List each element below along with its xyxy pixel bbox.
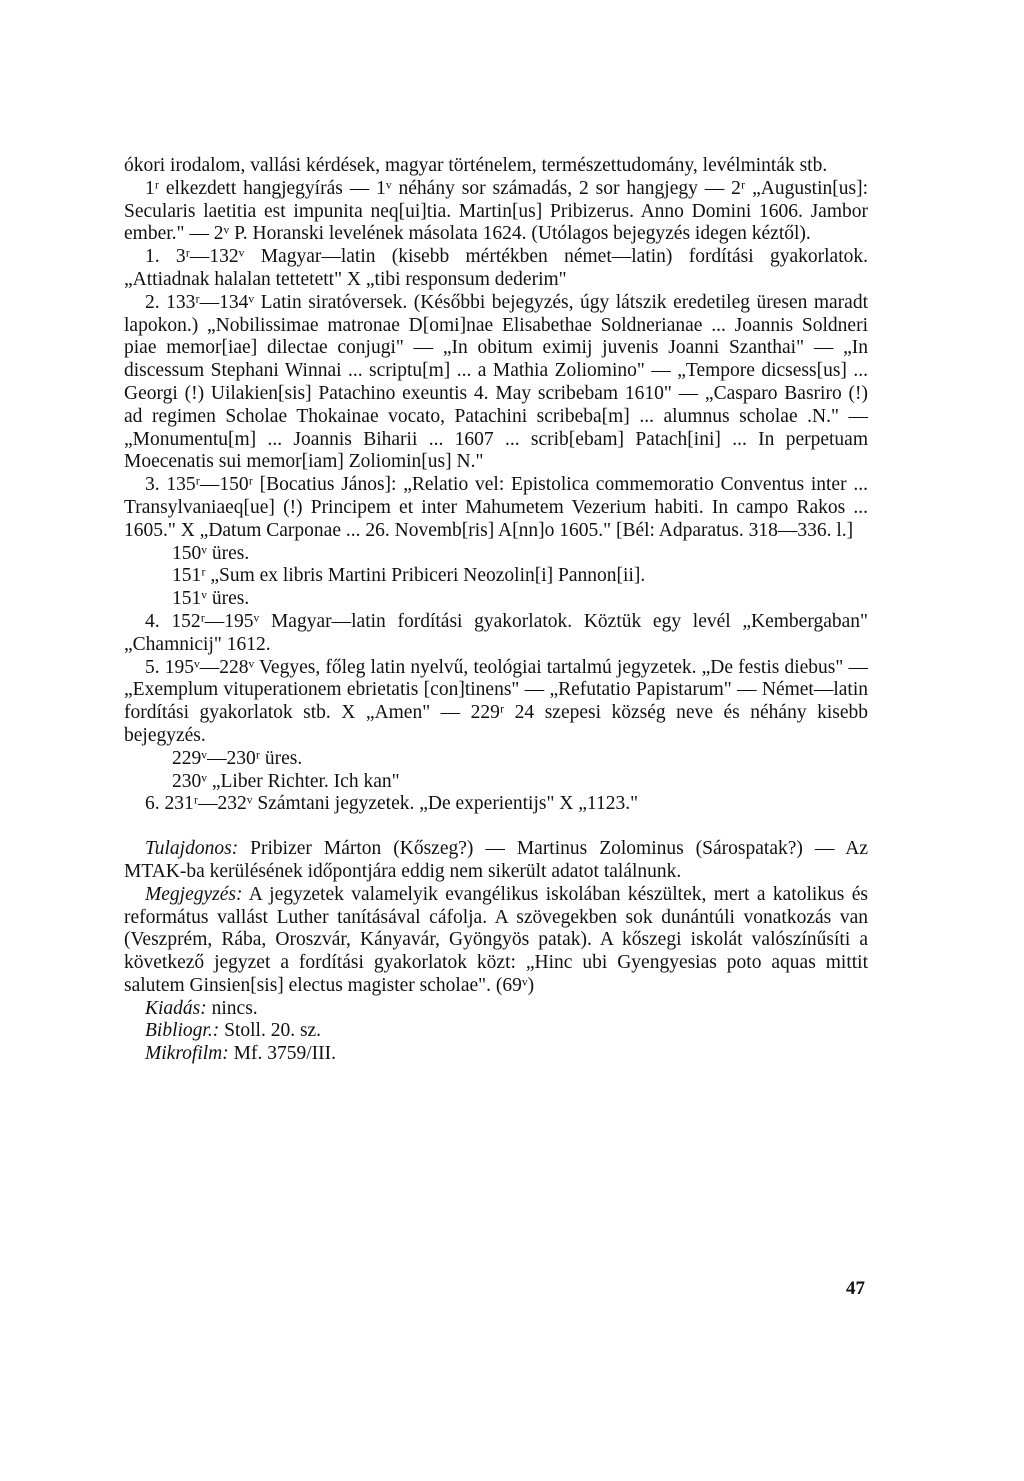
owner-note	[124, 838, 868, 884]
entry-2: 2. 133ʳ—134ᵛ Latin siratóversek. (Későbbi bejegyzés, úgy látszik eredetileg üresen maradt lapokon.) „Nobilissimae matronae D[omi]nae Elisabethae Soldnerianae ... Joannis Soldneri piae memor[iae] dilectae conjugi" — „In obitum eximij juvenis Joanni Szanthai" — „In discessum Stephani Winnai ... scriptu[m] ... a Mathia Zoliomino" — „Tempore dicsess[us] ... Georgi (!) Uilakien[sis] Patachino exeuntis 4. May scribebam 1610" — „Casparo Basriro (!) ad regimen Scholae Thokainae vocato, Patachini scribeba[m] ... alumnus scholae .N." — „Monumentu[m] ... Joannis Biharii ... 1607 ... scrib[ebam] Patach[ini] ... In perpetuam Moecenatis sui memor[iam] Zoliomin[us] N."	[124, 291, 868, 473]
owner-text: Pribizer Márton (Kőszeg?) — Martinus Zolominus (Sárospatak?) — Az MTAK-ba kerülésének időpontjára eddig nem sikerült adatot találnunk.	[124, 838, 868, 882]
microfilm-note	[124, 1043, 868, 1066]
folio-150v: 150ᵛ üres.	[172, 542, 250, 564]
body-text	[124, 155, 868, 1066]
bibliography-text: Stoll. 20. sz.	[224, 1020, 322, 1042]
page-number: 47	[846, 1278, 865, 1299]
remark-text: A jegyzetek valamelyik evangélikus iskolában készültek, mert a katolikus és református vallást Luther tanításával cáfolja. A szövegekben sok dunántúli vonatkozás van (Veszprém, Rába, Oroszvár, Kányavár, Gyöngyös patak). A kőszegi iskolát valószínűsíti a következő jegyzet a fordítási gyakorlatok közt: „Hinc ubi Gyengyesias poto aquas mittit salutem Ginsien[sis] electus magister scholae". (69ᵛ)	[124, 883, 868, 996]
entry-1: 1. 3ʳ—132ᵛ Magyar—latin (kisebb mértékben német—latin) fordítási gyakorlatok. „Attiadnak halalan tettetett" X „tibi responsum dederim"	[124, 246, 868, 290]
entry-4: 4. 152ʳ—195ᵛ Magyar—latin fordítási gyakorlatok. Köztük egy levél „Kembergaban" „Chamnicij" 1612.	[124, 610, 868, 655]
folio-229v-230r: 229ᵛ—230ʳ üres.	[172, 747, 303, 769]
remark-note	[124, 884, 868, 998]
microfilm-text: Mf. 3759/III.	[233, 1043, 336, 1065]
microfilm-label: Mikrofilm:	[145, 1043, 229, 1065]
entry-6: 6. 231ʳ—232ᵛ Számtani jegyzetek. „De experientijs" X „1123."	[145, 793, 639, 815]
owner-label: Tulajdonos:	[145, 838, 239, 860]
intro-paragraph: ókori irodalom, vallási kérdések, magyar történelem, természettudomány, levélminták stb.	[124, 155, 828, 176]
remark-label: Megjegyzés:	[145, 883, 243, 905]
folio-230v: 230ᵛ „Liber Richter. Ich kan"	[172, 770, 400, 792]
bibliography-note	[124, 1020, 868, 1043]
folio-151r: 151ʳ „Sum ex libris Martini Pribiceri Neozolin[i] Pannon[ii].	[172, 565, 646, 587]
folio-description: 1ʳ elkezdett hangjegyírás — 1ᵛ néhány sor számadás, 2 sor hangjegy — 2ʳ „Augustin[us]: Secularis laetitia est impunita neq[ui]tia. Martin[us] Pribizerus. Anno Domini 1606. Jambor ember." — 2ᵛ P. Horanski levelének másolata 1624. (Utólagos bejegyzés idegen kéztől).	[124, 177, 868, 245]
entry-5: 5. 195ᵛ—228ᵛ Vegyes, főleg latin nyelvű, teológiai tartalmú jegyzetek. „De festis diebus" — „Exemplum vituperationem ebrietatis [con]tinens" — „Refutatio Papistarum" — Német—latin fordítási gyakorlatok stb. X „Amen" — 229ʳ 24 szepesi község neve és néhány kisebb bejegyzés.	[124, 656, 868, 746]
bibliography-label: Bibliogr.:	[145, 1020, 220, 1042]
edition-label: Kiadás:	[145, 997, 207, 1019]
edition-text: nincs.	[211, 997, 258, 1019]
edition-note	[124, 998, 868, 1021]
entry-3: 3. 135ʳ—150ʳ [Bocatius János]: „Relatio vel: Epistolica commemoratio Conventus inter ... Transylvaniaeq[ue] (!) Principem et inter Mahumetem Vezerium habiti. In campo Rakos ... 1605." X „Datum Carponae ... 26. Novemb[ris] A[nn]o 1605." [Bél: Adparatus. 318—336. l.]	[124, 474, 868, 541]
folio-151v: 151ᵛ üres.	[172, 588, 250, 610]
